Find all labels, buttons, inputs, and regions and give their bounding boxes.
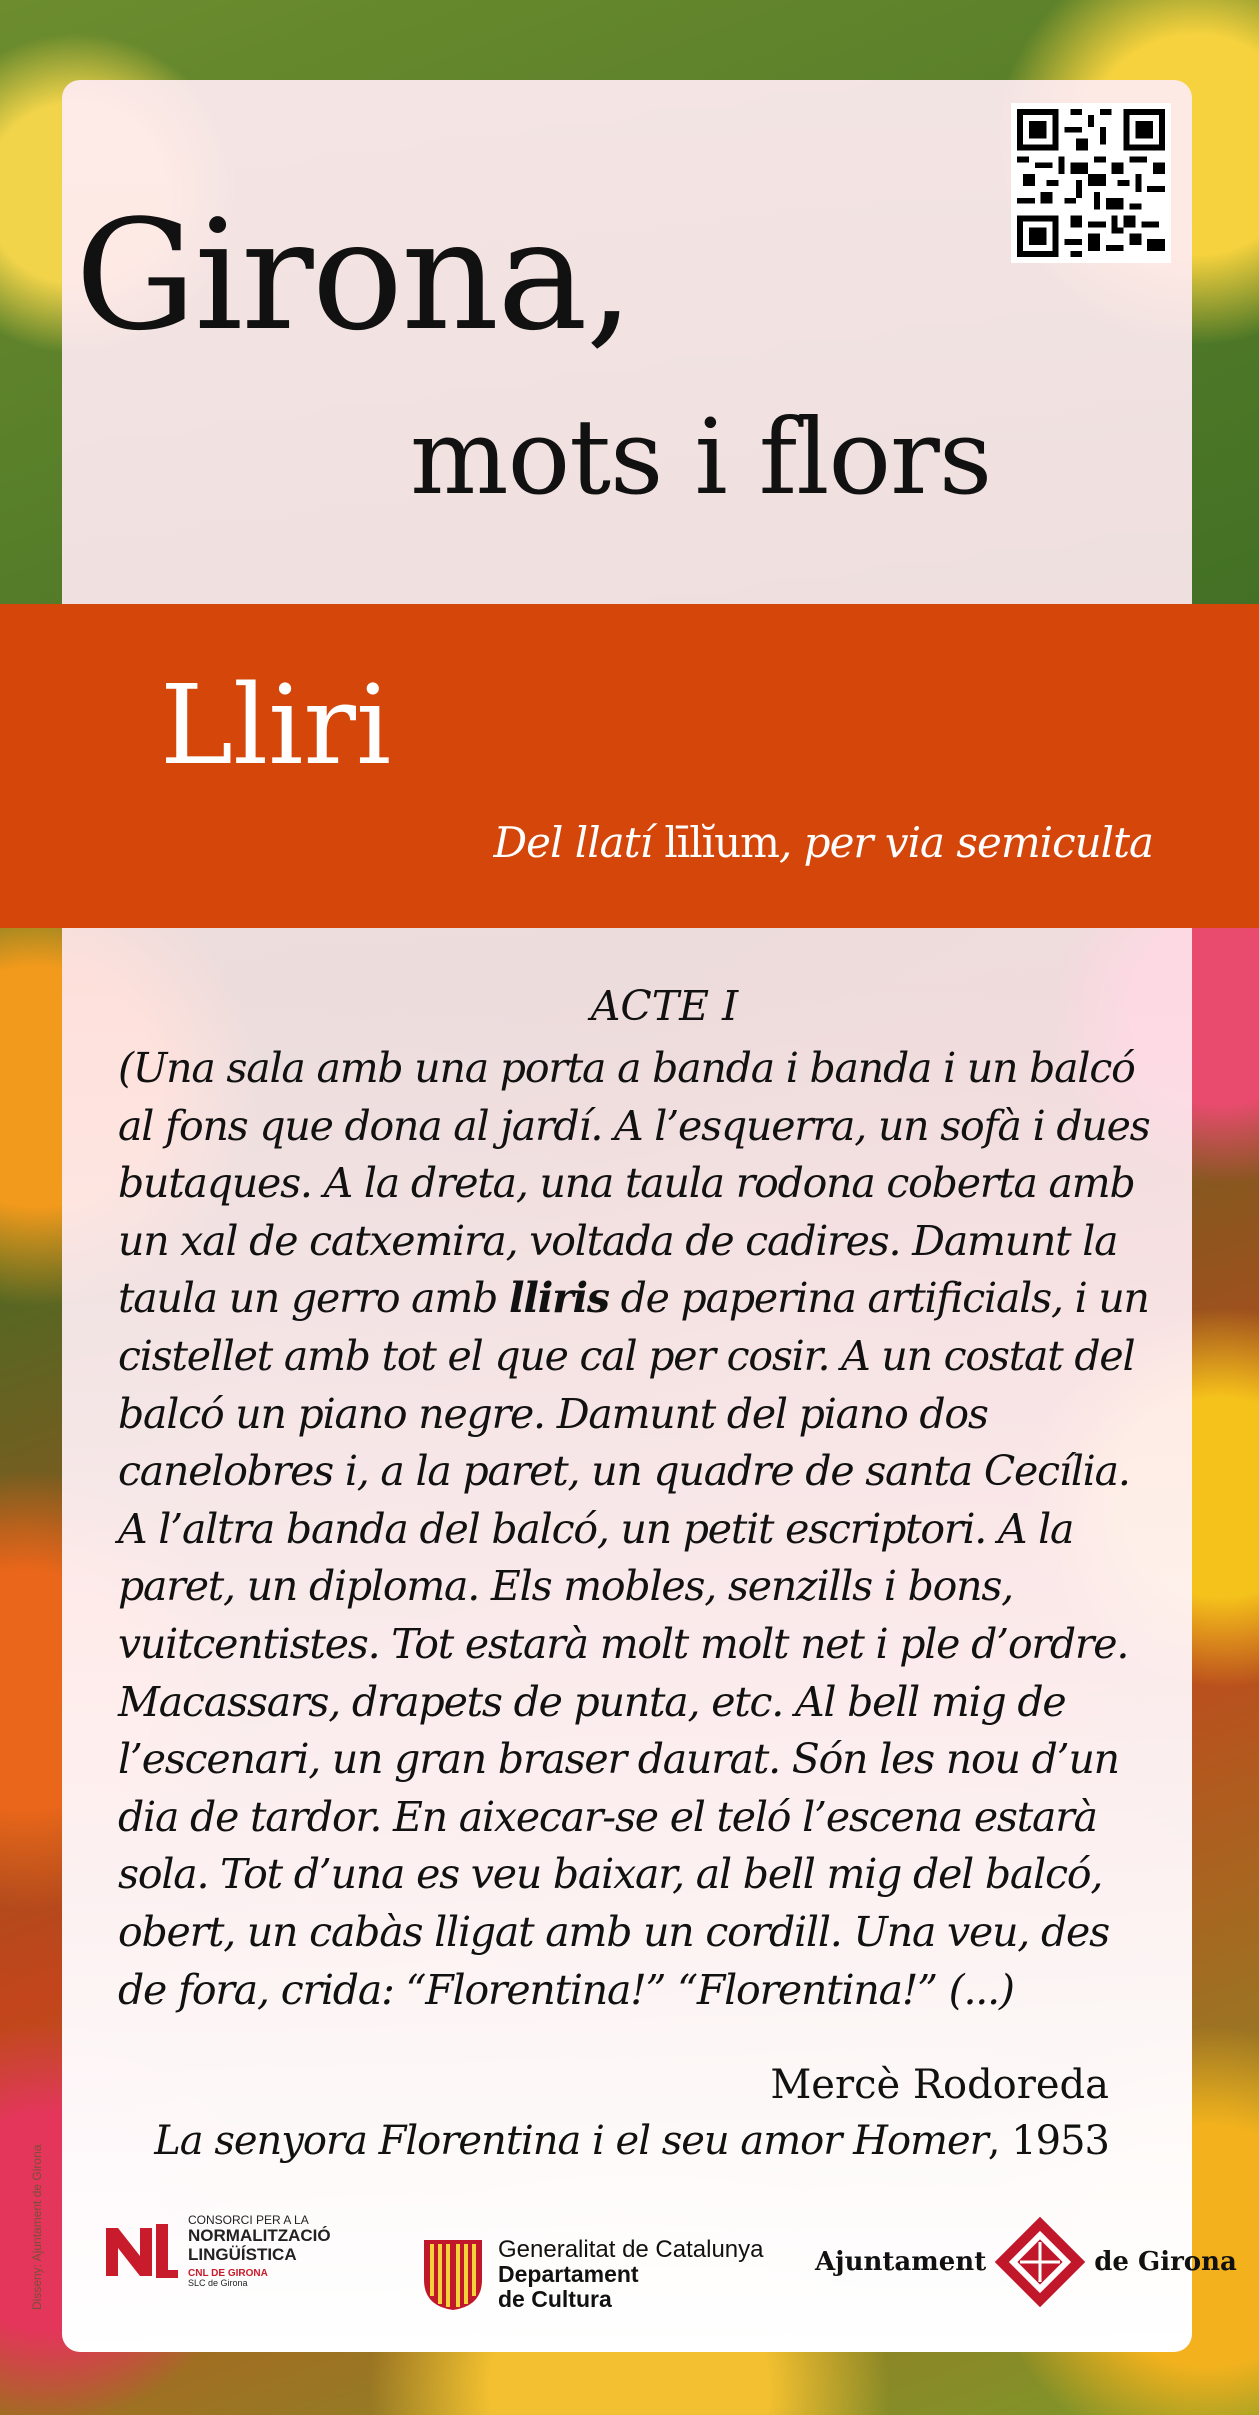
excerpt-fragment: de paperina artificials, i un: [608, 1274, 1149, 1323]
generalitat-shield-icon: [420, 2236, 486, 2312]
excerpt-line: al fons que dona al jardí. A l’esquerra, un sofà i dues: [118, 1101, 1150, 1150]
author-name: Mercè Rodoreda: [770, 2062, 1109, 2108]
flower-name: Lliri: [160, 661, 392, 789]
excerpt-line: [118, 1270, 1178, 1328]
design-credit: Disseny: Ajuntament de Girona: [30, 2144, 44, 2310]
etymology-latin-word: līlĭum: [664, 818, 779, 867]
excerpt-line: Macassars, drapets de punta, etc. Al bell mig de: [118, 1677, 1066, 1726]
act-heading: ACTE I: [590, 982, 739, 1030]
work-title: La senyora Florentina i el seu amor Homer: [154, 2118, 988, 2164]
generalitat-name: Generalitat de Catalunya: [498, 2236, 764, 2264]
title-line-1: Girona,: [75, 187, 633, 364]
cnl-line-1: CONSORCI PER A LA: [188, 2213, 309, 2227]
excerpt-line: A l’altra banda del balcó, un petit escriptori. A la: [118, 1504, 1074, 1553]
excerpt-line: un xal de catxemira, voltada de cadires. Damunt la: [118, 1216, 1118, 1265]
generalitat-department: Departament: [498, 2261, 639, 2288]
excerpt-line: balcó un piano negre. Damunt del piano dos: [118, 1389, 988, 1438]
etymology: [493, 818, 1153, 867]
excerpt-line: l’escenari, un gran braser daurat. Són les nou d’un: [118, 1735, 1119, 1784]
logo-ajuntament-girona[interactable]: [815, 2212, 1237, 2312]
excerpt-line: sola. Tot d’una es veu baixar, al bell mig del balcó,: [118, 1850, 1103, 1899]
highlight-lliris: lliris: [508, 1274, 609, 1323]
cnl-logo-icon: [102, 2220, 182, 2282]
excerpt-text: [118, 1040, 1178, 2019]
girona-word: de Girona: [1094, 2247, 1237, 2277]
etymology-prefix: Del llatí: [493, 818, 665, 867]
excerpt-line: dia de tardor. En aixecar-se el teló l’escena estarà: [118, 1792, 1097, 1841]
excerpt-line: vuitcentistes. Tot estarà molt molt net i ple d’ordre.: [118, 1619, 1129, 1668]
girona-emblem-icon: [990, 2212, 1090, 2312]
cnl-line-5: SLC de Girona: [188, 2277, 248, 2288]
generalitat-culture: de Cultura: [498, 2285, 612, 2312]
excerpt-line: obert, un cabàs lligat amb un cordill. Una veu, des: [118, 1907, 1109, 1956]
excerpt-line: canelobres i, a la paret, un quadre de santa Cecília.: [118, 1447, 1130, 1496]
ajuntament-word: Ajuntament: [815, 2247, 987, 2277]
qr-code-icon: [1017, 109, 1165, 257]
logo-generalitat[interactable]: [420, 2236, 764, 2312]
excerpt-line: butaques. A la dreta, una taula rodona coberta amb: [118, 1159, 1135, 1208]
cnl-line-4: CNL DE GIRONA: [188, 2267, 268, 2279]
title-line-2: mots i flors: [410, 396, 992, 518]
work-citation: [154, 2118, 1109, 2164]
logo-cnl[interactable]: [102, 2214, 331, 2288]
work-year: , 1953: [987, 2118, 1109, 2164]
excerpt-line: (Una sala amb una porta a banda i banda i un balcó: [118, 1044, 1135, 1092]
cnl-line-3: LINGÜÍSTICA: [188, 2244, 297, 2264]
excerpt-line: de fora, crida: “Florentina!” “Florentina!” (...): [118, 1965, 1014, 2014]
etymology-suffix: , per via semiculta: [778, 818, 1153, 867]
qr-code[interactable]: [1011, 103, 1171, 263]
excerpt-line: cistellet amb tot el que cal per cosir. A un costat del: [118, 1331, 1135, 1380]
excerpt-fragment: taula un gerro amb: [118, 1274, 509, 1323]
excerpt-line: paret, un diploma. Els mobles, senzills i bons,: [118, 1562, 1014, 1611]
cnl-line-2: NORMALITZACIÓ: [188, 2226, 331, 2246]
